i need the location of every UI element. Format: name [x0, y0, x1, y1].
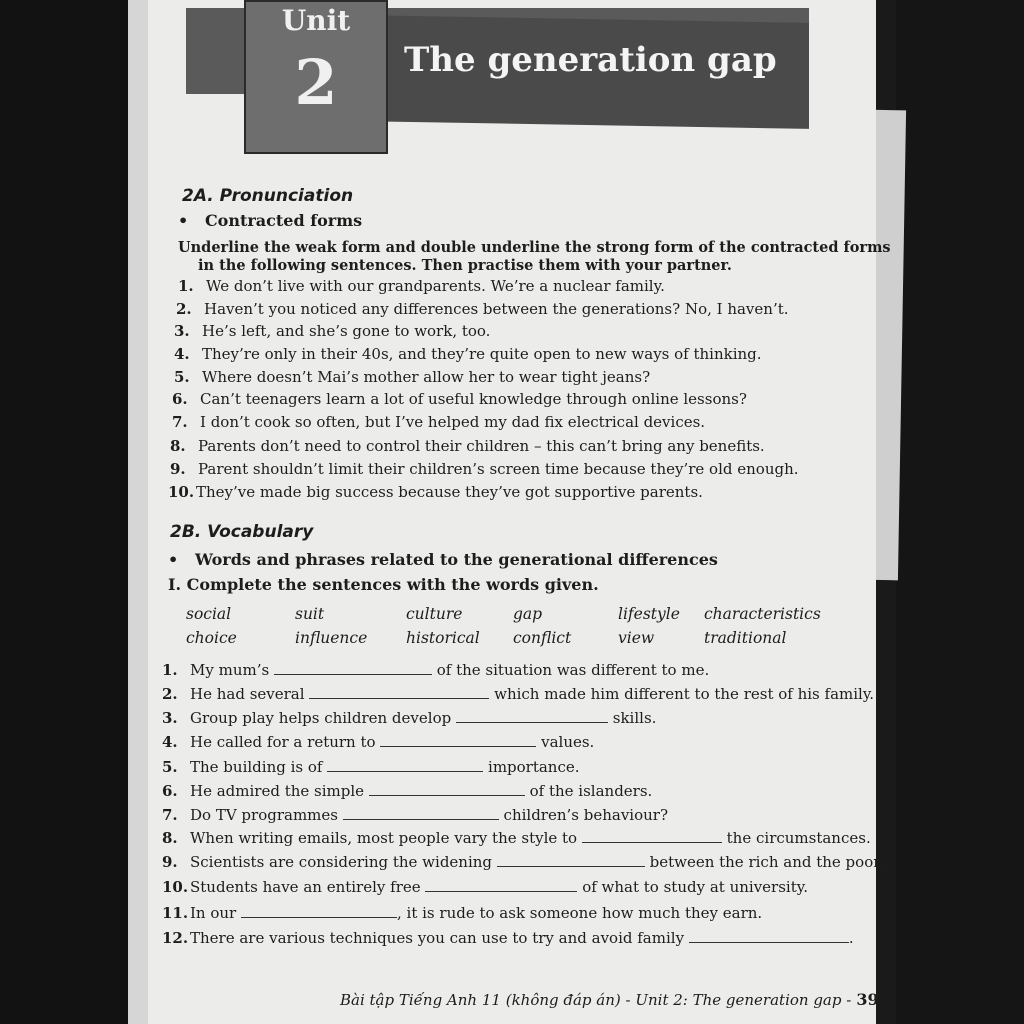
item-text-after: skills.: [612, 709, 657, 727]
vocab-item-8: [162, 828, 871, 847]
vocab-item-4: [162, 732, 594, 751]
unit-number: 2: [294, 46, 338, 119]
word-characteristics: characteristics: [704, 605, 821, 623]
vocab-item-1: [162, 660, 709, 679]
word-traditional: traditional: [704, 629, 787, 647]
item-text-before: Do TV programmes: [190, 806, 338, 824]
item-number: 8.: [162, 829, 178, 847]
page-title: The generation gap: [404, 40, 777, 80]
bullet-icon: •: [168, 550, 195, 569]
answer-blank[interactable]: [327, 757, 483, 772]
item-text: I don’t cook so often, but I’ve helped my dad fix electrical devices.: [200, 413, 706, 431]
word-view: view: [618, 629, 655, 647]
item-text-before: When writing emails, most people vary the style to: [190, 829, 578, 847]
pron-item-6: [172, 390, 747, 408]
item-number: 6.: [172, 390, 188, 408]
pron-item-9: [170, 460, 799, 478]
word-influence: influence: [295, 629, 368, 647]
word-historical: historical: [406, 629, 480, 647]
vocab-item-10: [162, 877, 808, 896]
vocab-item-3: [162, 708, 656, 727]
vocab-item-2: [162, 684, 874, 703]
vocab-item-12: [162, 928, 854, 947]
answer-blank[interactable]: [497, 852, 645, 867]
item-number: 3.: [162, 709, 178, 727]
word-suit: suit: [295, 605, 325, 623]
word-choice: choice: [186, 629, 237, 647]
pron-item-5: [174, 368, 650, 386]
answer-blank[interactable]: [369, 781, 525, 796]
item-text-after: of what to study at university.: [582, 878, 808, 896]
item-number: 2.: [162, 685, 178, 703]
pron-item-7: [172, 413, 705, 431]
item-text-after: the circumstances.: [726, 829, 871, 847]
item-number: 6.: [162, 782, 178, 800]
item-text-before: There are various techniques you can use to try and avoid family: [190, 929, 685, 947]
pron-item-2: [176, 300, 789, 318]
item-text: Can’t teenagers learn a lot of useful knowledge through online lessons?: [200, 390, 747, 408]
answer-blank[interactable]: [380, 732, 536, 747]
item-number: 8.: [170, 437, 186, 455]
unit-box: [244, 0, 388, 154]
answer-blank[interactable]: [309, 684, 489, 699]
vocab-item-5: [162, 757, 580, 776]
pron-item-3: [174, 322, 490, 340]
answer-blank[interactable]: [274, 660, 432, 675]
item-text-after: of the islanders.: [529, 782, 653, 800]
pron-item-10: [168, 483, 703, 501]
item-text-before: The building is of: [190, 758, 323, 776]
item-number: 7.: [172, 413, 188, 431]
item-number: 7.: [162, 806, 178, 824]
page-footer: [340, 990, 879, 1009]
item-text-after: values.: [541, 733, 595, 751]
background-left: [0, 0, 128, 1024]
item-number: 11.: [162, 904, 189, 922]
item-number: 9.: [170, 460, 186, 478]
answer-blank[interactable]: [425, 877, 577, 892]
section-b-bullet-label: Words and phrases related to the generational differences: [194, 550, 718, 569]
item-number: 10.: [168, 483, 195, 501]
word-lifestyle: lifestyle: [618, 605, 680, 623]
item-text: Parents don’t need to control their children – this can’t bring any benefits.: [198, 437, 765, 455]
item-text-before: In our: [190, 904, 237, 922]
item-text-after: importance.: [488, 758, 580, 776]
item-number: 12.: [162, 929, 189, 947]
item-text-before: Students have an entirely free: [190, 878, 421, 896]
word-social: social: [186, 605, 232, 623]
item-text-before: Scientists are considering the widening: [190, 853, 493, 871]
item-text-before: He had several: [190, 685, 305, 703]
item-text: He’s left, and she’s gone to work, too.: [202, 322, 491, 340]
answer-blank[interactable]: [582, 828, 722, 843]
item-text: We don’t live with our grandparents. We’re a nuclear family.: [206, 277, 665, 295]
background-right: [896, 0, 1024, 1024]
item-text-before: He called for a return to: [190, 733, 376, 751]
answer-blank[interactable]: [689, 928, 849, 943]
word-conflict: conflict: [513, 629, 572, 647]
item-text-after: between the rich and the poor.: [649, 853, 884, 871]
answer-blank[interactable]: [456, 708, 608, 723]
exercise-title: I. Complete the sentences with the words given.: [168, 575, 599, 594]
vocab-item-7: [162, 805, 668, 824]
section-a-title: 2A. Pronunciation: [182, 186, 354, 206]
section-b-title: 2B. Vocabulary: [170, 522, 314, 542]
item-number: 5.: [162, 758, 178, 776]
page-number: 39: [856, 990, 879, 1009]
vocab-item-6: [162, 781, 652, 800]
item-text: Parent shouldn’t limit their children’s screen time because they’re old enough.: [198, 460, 799, 478]
word-culture: culture: [406, 605, 463, 623]
item-text-after: of the situation was different to me.: [436, 661, 710, 679]
book-page: [148, 0, 891, 1024]
item-number: 1.: [178, 277, 194, 295]
item-number: 4.: [174, 345, 190, 363]
bullet-icon: •: [178, 211, 205, 230]
answer-blank[interactable]: [241, 903, 397, 918]
item-text: Where doesn’t Mai’s mother allow her to wear tight jeans?: [202, 368, 651, 386]
item-text-after: children’s behaviour?: [503, 806, 669, 824]
item-text-after: .: [848, 929, 854, 947]
vocab-item-11: [162, 903, 762, 922]
pron-item-8: [170, 437, 765, 455]
item-text: They’ve made big success because they’ve got supportive parents.: [196, 483, 703, 501]
item-number: 10.: [162, 878, 189, 896]
item-text-before: Group play helps children develop: [190, 709, 452, 727]
item-number: 5.: [174, 368, 190, 386]
item-text: Haven’t you noticed any differences between the generations? No, I haven’t.: [204, 300, 789, 318]
item-text: They’re only in their 40s, and they’re quite open to new ways of thinking.: [202, 345, 762, 363]
instruction-line-1: Underline the weak form and double underline the strong form of the contracted forms: [178, 239, 891, 256]
item-number: 4.: [162, 733, 178, 751]
pron-item-1: [178, 277, 665, 295]
instruction-line-2: in the following sentences. Then practise them with your partner.: [198, 257, 732, 274]
word-gap: gap: [513, 605, 543, 623]
item-text-before: He admired the simple: [190, 782, 365, 800]
item-text-before: My mum’s: [190, 661, 270, 679]
answer-blank[interactable]: [343, 805, 499, 820]
unit-label: Unit: [281, 4, 351, 37]
footer-text: Bài tập Tiếng Anh 11 (không đáp án) - Unit 2: The generation gap -: [340, 991, 852, 1009]
item-number: 2.: [176, 300, 192, 318]
item-number: 3.: [174, 322, 190, 340]
section-a-bullet-label: Contracted forms: [204, 211, 363, 230]
item-text-after: which made him different to the rest of his family.: [494, 685, 875, 703]
item-text-after: , it is rude to ask someone how much they earn.: [397, 904, 763, 922]
item-number: 9.: [162, 853, 178, 871]
pron-item-4: [174, 345, 762, 363]
section-b-bullet: [168, 550, 718, 569]
vocab-item-9: [162, 852, 884, 871]
section-a-bullet: [178, 211, 362, 230]
item-number: 1.: [162, 661, 178, 679]
